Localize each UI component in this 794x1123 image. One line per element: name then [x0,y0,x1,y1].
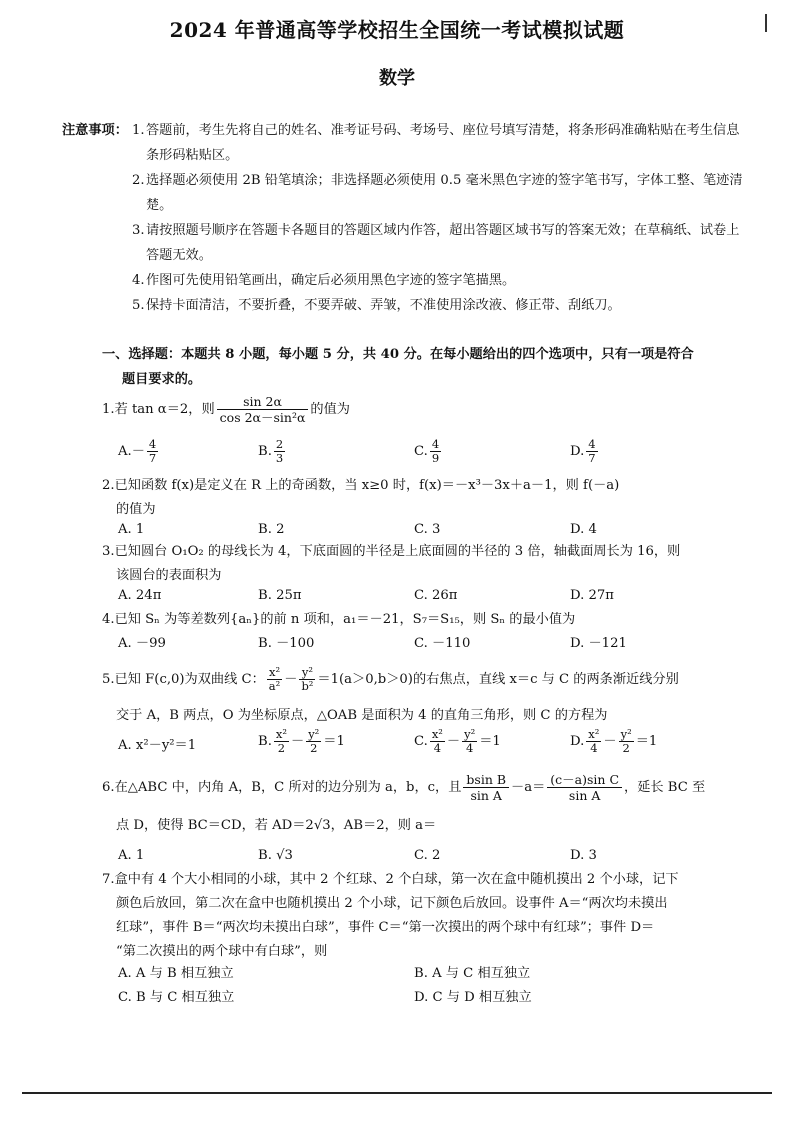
q1-option-b[interactable] [258,438,287,465]
question-1-stem [102,394,752,425]
fraction-denominator: 3 [275,451,284,465]
option-fraction [147,438,158,465]
fraction-denominator: 2 [310,741,318,755]
q4-option-b[interactable]: B. －100 [258,636,315,651]
q2-line: 的值为 [116,502,156,517]
fraction-denominator: 7 [148,451,157,465]
question-4-stem [102,608,752,632]
fraction-numerator: y² [299,666,315,680]
q7-line: 红球”，事件 B＝“两次均未摸出白球”，事件 C＝“第一次摸出的两个球中有红球”；事件 D＝ [116,920,655,935]
equals-one: ＝1 [635,734,658,749]
note-text: 作图可先使用铅笔画出，确定后必须用黑色字迹的签字笔描黑。 [146,273,516,288]
option-fraction [462,728,477,755]
fraction-denominator: 2 [277,741,286,755]
note-item [132,218,752,268]
option-label: D. [570,734,585,749]
q6-option-a[interactable]: A. 1 [118,848,145,863]
question-2-stem [102,474,752,522]
q5-y-fraction [299,666,315,693]
fraction-numerator: y² [308,727,320,741]
section-line: 一、选择题：本题共 8 小题，每小题 5 分，共 40 分。在每小题给出的四个选项中，只有一项是符合 [102,347,694,362]
q1-option-d[interactable] [570,438,600,465]
question-7-stem [102,868,752,964]
q6-pre: 6.在△ABC 中，内角 A，B，C 所对的边分别为 a，b，c，且 [102,780,462,795]
fraction-denominator: 4 [590,741,598,755]
fraction-denominator: b² [301,679,314,693]
bottom-divider [22,1092,772,1094]
q3-option-a[interactable]: A. 24π [118,588,162,603]
fraction-numerator: x² [267,666,282,680]
option-fraction [430,728,445,755]
option-fraction [586,728,601,755]
note-item [132,293,752,318]
note-text: 选择题必须使用 2B 铅笔填涂；非选择题必须使用 0.5 毫米黑色字迹的签字笔书写，字体工整、笔迹清楚。 [146,173,743,213]
fraction-numerator: 4 [148,437,157,451]
fraction-numerator: (c－a)sin C [547,772,622,788]
q7-option-a[interactable]: A. A 与 B 相互独立 [118,966,234,981]
q4-option-d[interactable]: D. －121 [570,636,627,651]
q1-prefix: 1.若 tan α＝2，则 [102,402,215,417]
note-item [132,168,752,218]
q4-option-c[interactable]: C. －110 [414,636,471,651]
q2-line: 2.已知函数 f(x)是定义在 R 上的奇函数，当 x≥0 时，f(x)＝－x³－3x＋a－1，则 f(－a) [102,478,620,493]
note-number: 5. [132,298,145,313]
fraction-denominator: sin A [470,788,502,803]
q3-option-d[interactable]: D. 27π [570,588,614,603]
q6-post: ，延长 BC 至 [624,780,706,795]
equals-one: ＝1 [479,734,501,749]
fraction-denominator: sin A [568,788,601,803]
q1-fraction-denominator: cos 2α－sin²α [219,410,306,425]
fraction-numerator: x² [431,727,443,741]
option-label: B. [258,444,272,459]
note-text: 保持卡面清洁，不要折叠，不要弄破、弄皱，不准使用涂改液、修正带、刮纸刀。 [146,298,621,313]
q5-x-fraction [267,666,282,693]
q7-option-d[interactable]: D. C 与 D 相互独立 [414,990,532,1005]
exam-title: 2024 年普通高等学校招生全国统一考试模拟试题 [169,18,625,42]
q7-line: “第二次摸出的两个球中有白球”，则 [116,944,328,959]
section-heading [102,342,752,392]
equals-one: ＝1 [323,734,345,749]
q5-option-b[interactable]: B. $\frac{\text{x²}}{2}$ － $\frac{\text{y²}}{2}$ ＝1 [258,727,345,755]
option-fraction [619,728,634,755]
q7-line: 颜色后放回，第二次在盒中也随机摸出 2 个小球，记下颜色后放回。设事件 A＝“两次均未摸出 [116,896,668,911]
fraction-denominator: 2 [622,741,630,755]
note-text: 请按照题号顺序在答题卡各题目的答题区域内作答，超出答题区域书写的答案无效；在草稿纸、试卷上答题无效。 [146,223,740,263]
q2-option-c[interactable]: C. 3 [414,522,441,537]
option-label: C. [414,444,428,459]
q4-option-a[interactable]: A. －99 [118,636,166,651]
question-5-stem: 5.已知 F(c,0)为双曲线 C： $\frac{\text{x²}}{\text{a²}}$ － $\frac{\text{y²}}{\text{b²}}$ ＝1(a＞0,b＞0)的右焦点，直线 x＝c 与 C 的两条渐近线分别 [102,665,679,693]
q6-option-c[interactable]: C. 2 [414,848,441,863]
fraction-denominator: a² [268,679,281,693]
q5-option-d[interactable]: D. $\frac{\text{x²}}{4}$ － $\frac{\text{y²}}{2}$ ＝1 [570,727,658,755]
fraction-denominator: 7 [588,451,596,465]
note-number: 1. [132,123,145,138]
question-3-stem [102,540,752,588]
option-fraction [586,438,597,465]
q6-mid: －a＝ [511,780,546,795]
fraction-numerator: 4 [431,437,440,451]
note-number: 2. [132,173,145,188]
fraction-numerator: x² [275,727,287,741]
q5-post: ＝1(a＞0,b＞0)的右焦点，直线 x＝c 与 C 的两条渐近线分别 [317,672,679,687]
q4-line: 4.已知 Sₙ 为等差数列{aₙ}的前 n 项和，a₁＝－21，S₇＝S₁₅，则 Sₙ 的最小值为 [102,612,576,627]
q7-option-b[interactable]: B. A 与 C 相互独立 [414,966,531,981]
option-fraction [274,438,285,465]
fraction-numerator: x² [588,727,600,741]
note-text: 答题前，考生先将自己的姓名、准考证号码、考场号、座位号填写清楚，将条形码准确粘贴在考生信息条形码粘贴区。 [146,123,740,163]
note-item [132,268,752,293]
q3-line: 该圆台的表面积为 [116,568,222,583]
q3-option-b[interactable]: B. 25π [258,588,302,603]
q5-line: 交于 A，B 两点，O 为坐标原点，△OAB 是面积为 4 的直角三角形，则 C 的方程为 [116,708,608,723]
fraction-numerator: 4 [588,437,596,451]
fraction-denominator: 4 [433,741,442,755]
q1-fraction [217,394,309,425]
fraction-numerator: y² [464,727,476,741]
option-fraction [274,728,289,755]
q6-fraction-1 [463,772,509,803]
section-line: 题目要求的。 [122,372,202,387]
option-label: B. [258,734,272,749]
fraction-denominator: 9 [431,451,440,465]
q6-line: 点 D，使得 BC＝CD，若 AD＝2√3，AB＝2，则 a＝ [116,818,437,833]
q2-option-a[interactable]: A. 1 [118,522,145,537]
q7-option-c[interactable]: C. B 与 C 相互独立 [118,990,235,1005]
q1-option-a[interactable] [118,438,160,465]
q1-option-c[interactable] [414,438,443,465]
q5-option-c[interactable]: C. $\frac{\text{x²}}{4}$ － $\frac{\text{y²}}{4}$ ＝1 [414,727,501,755]
q6-option-b[interactable]: B. √3 [258,848,293,863]
fraction-denominator: 4 [466,741,474,755]
q2-option-d[interactable]: D. 4 [570,522,597,537]
question-5-stem-line2 [102,704,752,728]
note-number: 3. [132,223,145,238]
q7-line: 7.盒中有 4 个大小相同的小球，其中 2 个红球、2 个白球，第一次在盒中随机摸出 2 个小球，记下 [102,872,679,887]
question-6-stem-line2 [102,814,752,838]
q1-fraction-numerator: sin 2α [217,394,309,410]
subject-title: 数学 [379,68,415,89]
option-fraction [306,728,321,755]
question-6-stem [102,772,752,803]
option-label: D. [570,444,585,459]
notes-heading: 注意事项： [62,123,128,138]
option-fraction [430,438,441,465]
fraction-numerator: bsin B [463,772,509,788]
option-label: C. [414,734,428,749]
fraction-numerator: y² [620,727,632,741]
q5-option-a[interactable]: A. x²－y²＝1 [118,738,197,753]
q1-suffix: 的值为 [310,402,350,417]
q6-option-d[interactable]: D. 3 [570,848,597,863]
q5-pre: 5.已知 F(c,0)为双曲线 C： [102,672,265,687]
option-label: A.－ [118,444,145,459]
fraction-numerator: 2 [275,437,284,451]
q2-option-b[interactable]: B. 2 [258,522,285,537]
note-item [132,118,752,168]
q3-line: 3.已知圆台 O₁O₂ 的母线长为 4，下底面圆的半径是上底面圆的半径的 3 倍，轴截面周长为 16，则 [102,544,681,559]
note-number: 4. [132,273,145,288]
q3-option-c[interactable]: C. 26π [414,588,458,603]
q6-fraction-2 [547,772,622,803]
